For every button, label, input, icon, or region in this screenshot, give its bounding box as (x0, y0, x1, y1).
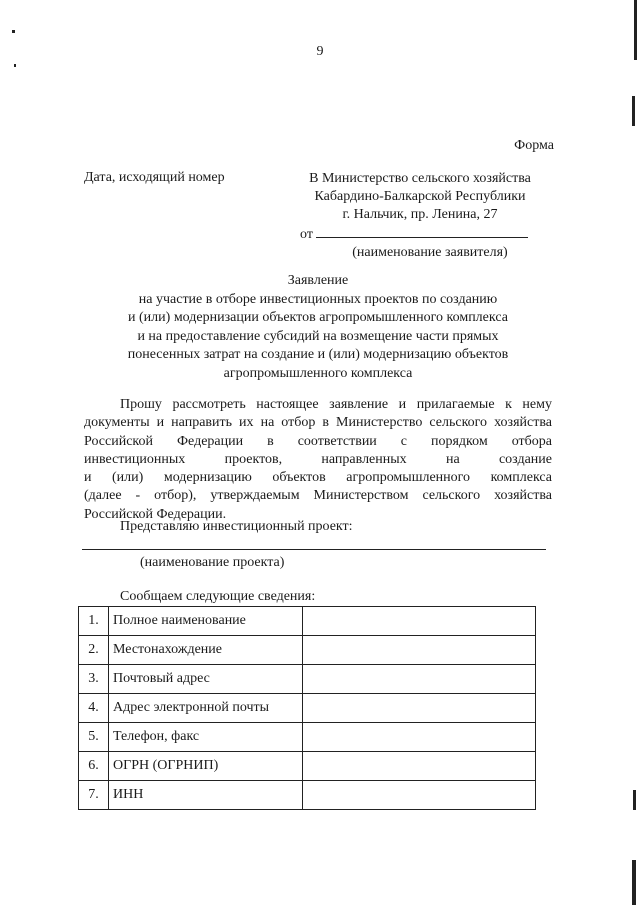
row-value[interactable] (303, 723, 536, 752)
scan-edge (633, 790, 636, 810)
applicant-hint: (наименование заявителя) (352, 245, 508, 260)
title-line: понесенных затрат на создание и (или) модернизацию объектов (127, 347, 509, 363)
from-row (296, 224, 544, 244)
row-label: Полное наименование (109, 607, 303, 636)
scan-edge (632, 96, 635, 126)
row-value[interactable] (303, 607, 536, 636)
row-value[interactable] (303, 636, 536, 665)
request-paragraph (84, 396, 552, 524)
scan-mark (12, 30, 15, 33)
request-line: и (или) модернизацию объектов агропромышленного комплекса (84, 470, 552, 486)
request-line: (далее - отбор), утверждаемым Министерством сельского хозяйства (84, 488, 552, 504)
project-name-field[interactable] (82, 549, 546, 550)
row-value[interactable] (303, 694, 536, 723)
row-label: ОГРН (ОГРНИП) (109, 752, 303, 781)
row-label: Местонахождение (109, 636, 303, 665)
scan-edge (632, 860, 636, 905)
table-row (79, 607, 536, 636)
row-value[interactable] (303, 752, 536, 781)
table-row (79, 694, 536, 723)
info-table (78, 606, 536, 810)
row-value[interactable] (303, 781, 536, 810)
request-line: Российской Федерации. (84, 506, 227, 522)
table-row (79, 752, 536, 781)
addressee-line: Кабардино-Балкарской Республики (314, 189, 526, 204)
present-label: Представляю инвестиционный проект: (120, 519, 353, 534)
request-line: Прошу рассмотреть настоящее заявление и прилагаемые к нему (120, 397, 552, 412)
applicant-field[interactable] (316, 224, 528, 238)
row-number: 4. (79, 694, 109, 723)
addressee-block (296, 170, 544, 262)
row-label: Адрес электронной почты (109, 694, 303, 723)
row-label: Почтовый адрес (109, 665, 303, 694)
row-number: 1. (79, 607, 109, 636)
row-label: ИНН (109, 781, 303, 810)
table-row (79, 723, 536, 752)
row-number: 5. (79, 723, 109, 752)
row-label: Телефон, факс (109, 723, 303, 752)
page-number: 9 (316, 44, 324, 59)
statement-title (96, 272, 540, 384)
row-number: 6. (79, 752, 109, 781)
addressee-line: г. Нальчик, пр. Ленина, 27 (342, 207, 498, 222)
title-line: и (или) модернизации объектов агропромышленного комплекса (128, 310, 508, 326)
form-label: Форма (514, 138, 554, 153)
addressee-line: В Министерство сельского хозяйства (309, 171, 531, 186)
table-row (79, 781, 536, 810)
title-heading: Заявление (287, 273, 349, 288)
project-hint: (наименование проекта) (140, 555, 285, 570)
request-line: Российской Федерации в соответствии с порядком отбора (84, 433, 552, 449)
row-number: 2. (79, 636, 109, 665)
scan-mark (14, 64, 16, 67)
row-number: 7. (79, 781, 109, 810)
row-value[interactable] (303, 665, 536, 694)
title-line: и на предоставление субсидий на возмещение части прямых (137, 328, 499, 344)
title-line: агропромышленного комплекса (223, 365, 413, 381)
title-line: на участие в отборе инвестиционных проектов по созданию (138, 291, 498, 307)
from-label: от (300, 227, 313, 242)
table-row (79, 665, 536, 694)
request-line: документы и направить их на отбор в Министерство сельского хозяйства (84, 415, 552, 431)
table-row (79, 636, 536, 665)
request-line: инвестиционных проектов, направленных на создание (84, 451, 552, 467)
date-label: Дата, исходящий номер (84, 170, 225, 185)
inform-label: Сообщаем следующие сведения: (120, 589, 316, 604)
row-number: 3. (79, 665, 109, 694)
